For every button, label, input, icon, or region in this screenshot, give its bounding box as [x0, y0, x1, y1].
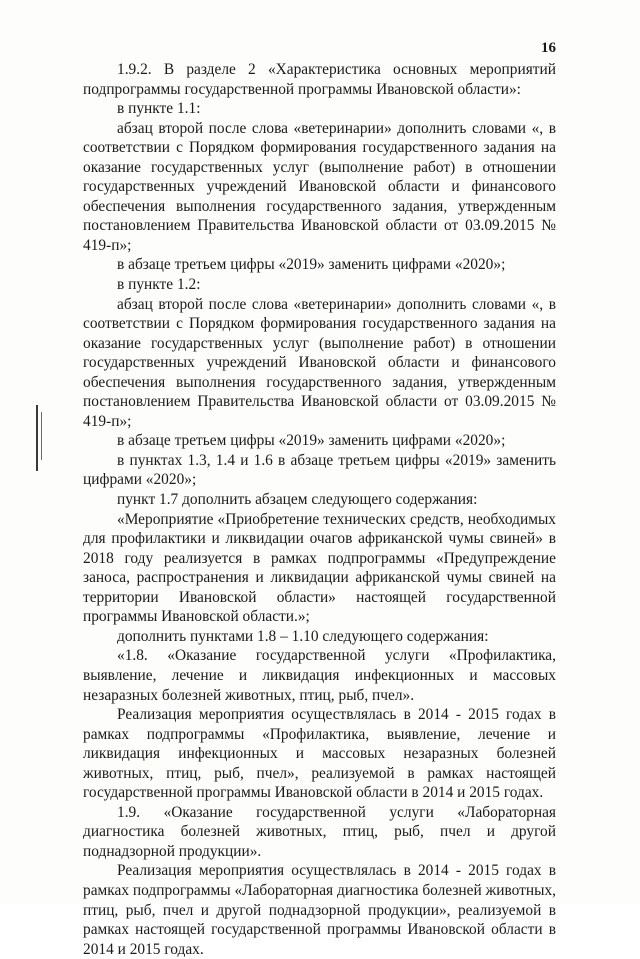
paragraph: 1.9. «Оказание государственной услуги «Лабораторная диагностика болезней животных, птиц, рыб, пчел и другой поднадзорной продукции». [83, 803, 556, 860]
document-body [83, 60, 556, 959]
margin-mark-secondary [41, 412, 42, 460]
paragraph: абзац второй после слова «ветеринарии» дополнить словами «, в соответствии с Порядком формирования государственного задания на оказание государственных услуг (выполнение работ) в отношении государственных учреждений Ивановской области и финансового обеспечения выполнения государственного задания, утвержденным постановлением Правительства Ивановской области от 03.09.2015 № 419-п»; [83, 119, 556, 254]
page-number: 16 [541, 40, 556, 56]
paragraph: Реализация мероприятия осуществлялась в 2014 - 2015 годах в рамках подпрограммы «Профилактика, выявление, лечение и ликвидация инфекционных и массовых незаразных болезней животных, птиц, рыб, пчел», реализуемой в рамках настоящей государственной программы Ивановской области в 2014 и 2015 годах. [83, 706, 556, 802]
margin-mark [36, 405, 38, 471]
paragraph: в пунктах 1.3, 1.4 и 1.6 в абзаце третьем цифры «2019» заменить цифрами «2020»; [83, 451, 556, 489]
paragraph: дополнить пунктами 1.8 – 1.10 следующего содержания: [117, 627, 489, 645]
paragraph: в пункте 1.2: [117, 276, 201, 294]
paragraph: абзац второй после слова «ветеринарии» дополнить словами «, в соответствии с Порядком формирования государственного задания на оказание государственных услуг (выполнение работ) в отношении государственных учреждений Ивановской области и финансового обеспечения выполнения государственного задания, утвержденным постановлением Правительства Ивановской области от 03.09.2015 № 419-п»; [83, 295, 556, 430]
paragraph: «Мероприятие «Приобретение технических средств, необходимых для профилактики и ликвидации очагов африканской чумы свиней» в 2018 году реализуется в рамках подпрограммы «Предупреждение заноса, распространения и ликвидации африканской чумы свиней на территории Ивановской области» настоящей государственной программы Ивановской области.»; [83, 510, 556, 626]
paragraph: «1.8. «Оказание государственной услуги «Профилактика, выявление, лечение и ликвидация инфекционных и массовых незаразных болезней животных, птиц, рыб, пчел». [83, 647, 556, 704]
paragraph: Реализация мероприятия осуществлялась в 2014 - 2015 годах в рамках подпрограммы «Лабораторная диагностика болезней животных, птиц, рыб, пчел и другой поднадзорной продукции», реализуемой в рамках настоящей государственной программы Ивановской области в 2014 и 2015 годах. [83, 862, 556, 958]
paragraph: в абзаце третьем цифры «2019» заменить цифрами «2020»; [117, 432, 506, 450]
paragraph: в пункте 1.1: [117, 100, 201, 118]
paragraph: 1.9.2. В разделе 2 «Характеристика основных мероприятий подпрограммы государственной программы Ивановской области»: [83, 61, 556, 98]
paragraph: пункт 1.7 дополнить абзацем следующего содержания: [117, 491, 478, 509]
paragraph: в абзаце третьем цифры «2019» заменить цифрами «2020»; [117, 256, 506, 274]
